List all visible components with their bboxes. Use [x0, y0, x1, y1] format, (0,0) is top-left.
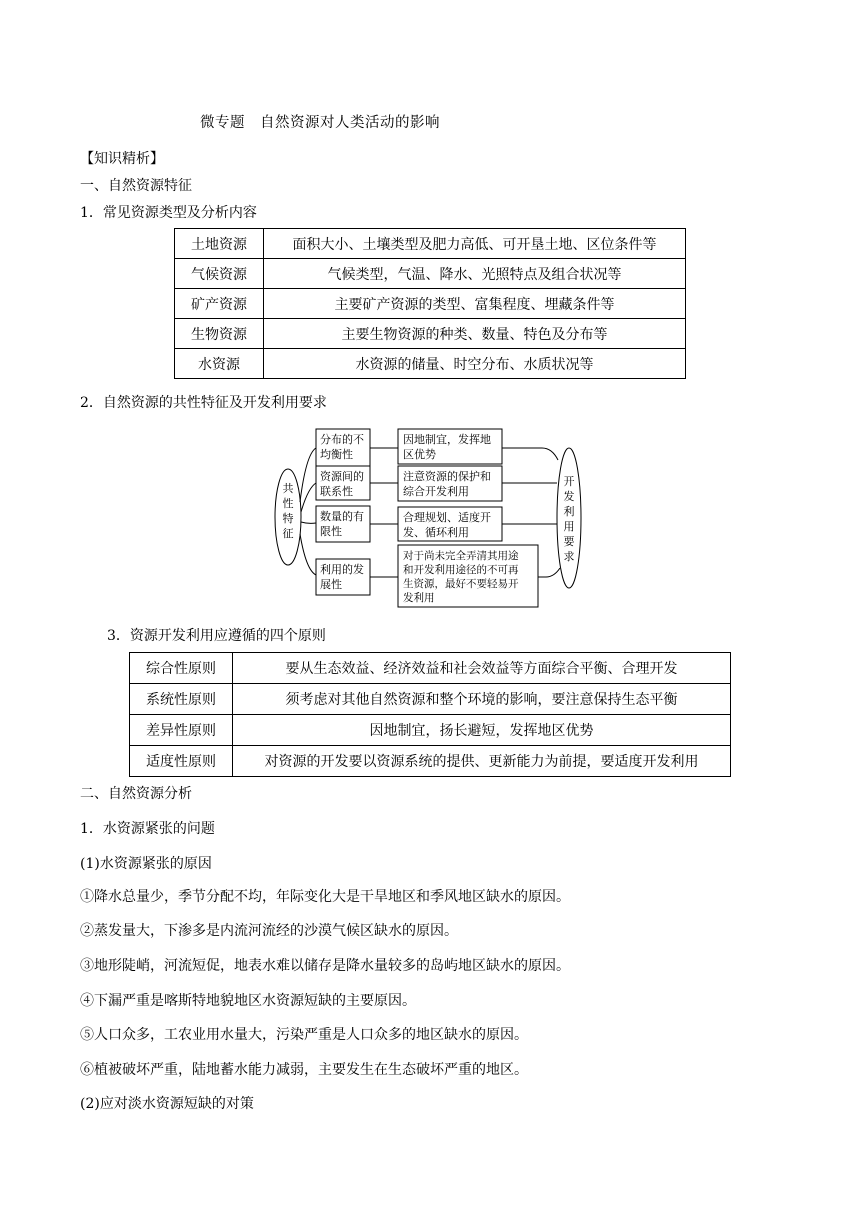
table-row: [130, 746, 731, 777]
table-row: [175, 289, 686, 319]
connector-line: [538, 568, 560, 577]
trait-text: 联系性: [320, 485, 353, 498]
table-cell: 面积大小、土壤类型及肥力高低、可开垦土地、区位条件等: [264, 229, 686, 259]
table-row: [130, 684, 731, 715]
table-row: [175, 229, 686, 259]
table-row: [130, 715, 731, 746]
right-label-char: 要: [563, 535, 575, 548]
heading-2-1: 1．水资源紧张的问题: [80, 821, 215, 837]
table-cell: 气候资源: [175, 259, 264, 289]
table-cell: 须考虑对其他自然资源和整个环境的影响，要注意保持生态平衡: [233, 684, 731, 715]
connector-line: [502, 448, 558, 460]
connector-line: [301, 522, 316, 523]
table-cell: 主要生物资源的种类、数量、特色及分布等: [264, 319, 686, 349]
trait-text: 均衡性: [320, 448, 353, 461]
right-ellipse: [557, 448, 581, 588]
table-cell: 综合性原则: [130, 653, 233, 684]
table-cell: 矿产资源: [175, 289, 264, 319]
requirement-text: 和开发利用途径的不可再: [403, 564, 519, 576]
table-cell: 水资源: [175, 349, 264, 379]
table-cell: 水资源的储量、时空分布、水质状况等: [264, 349, 686, 379]
table-cell: 生物资源: [175, 319, 264, 349]
requirement-text: 发利用: [403, 592, 435, 604]
trait-text: 资源间的: [320, 470, 364, 483]
right-label-char: 利: [563, 505, 575, 518]
principles-table: [129, 652, 731, 777]
table-cell: 因地制宜，扬长避短，发挥地区优势: [233, 715, 731, 746]
heading-1-3: 3．资源开发利用应遵循的四个原则: [107, 628, 326, 644]
paragraph: ②蒸发量大，下渗多是内流河流经的沙漠气候区缺水的原因。: [80, 923, 458, 939]
table-row: [175, 259, 686, 289]
left-label-char: 共: [282, 482, 294, 495]
requirement-text: 因地制宜，发挥地: [403, 433, 491, 446]
connector-line: [301, 483, 316, 512]
heading-1: 一、自然资源特征: [80, 178, 192, 194]
right-label-char: 求: [563, 550, 575, 563]
heading-2-1-2: (2)应对淡水资源短缺的对策: [80, 1096, 254, 1112]
table-row: [130, 653, 731, 684]
requirement-text: 发、循环利用: [403, 526, 469, 539]
resource-types-table: [174, 228, 686, 379]
paragraph: ③地形陡峭，河流短促，地表水难以储存是降水量较多的岛屿地区缺水的原因。: [80, 958, 570, 974]
left-label-char: 性: [282, 497, 294, 510]
right-label-char: 发: [563, 490, 575, 503]
requirement-text: 综合开发利用: [403, 485, 469, 498]
left-label-char: 征: [282, 527, 294, 540]
table-cell: 气候类型，气温、降水、光照特点及组合状况等: [264, 259, 686, 289]
table-row: [175, 349, 686, 379]
trait-text: 数量的有: [320, 510, 364, 523]
trait-text: 展性: [320, 578, 342, 591]
right-label-char: 开: [563, 475, 575, 488]
table-cell: 主要矿产资源的类型、富集程度、埋藏条件等: [264, 289, 686, 319]
requirement-text: 注意资源的保护和: [403, 470, 491, 483]
trait-text: 限性: [320, 525, 342, 538]
requirement-text: 对于尚未完全弄清其用途: [403, 550, 519, 562]
paragraph: ⑥植被破坏严重，陆地蓄水能力减弱，主要发生在生态破坏严重的地区。: [80, 1062, 528, 1078]
trait-text: 分布的不: [320, 433, 364, 446]
heading-2: 二、自然资源分析: [80, 786, 192, 802]
heading-2-1-1: (1)水资源紧张的原因: [80, 856, 212, 872]
paragraph: ⑤人口众多，工农业用水量大，污染严重是人口众多的地区缺水的原因。: [80, 1027, 528, 1043]
heading-1-1: 1．常见资源类型及分析内容: [80, 205, 257, 221]
paragraph: ④下漏严重是喀斯特地貌地区水资源短缺的主要原因。: [80, 993, 416, 1009]
right-label-char: 用: [563, 520, 575, 533]
table-cell: 适度性原则: [130, 746, 233, 777]
requirement-text: 合理规划、适度开: [403, 511, 491, 524]
resource-features-diagram: [270, 420, 590, 610]
table-cell: 要从生态效益、经济效益和社会效益等方面综合平衡、合理开发: [233, 653, 731, 684]
table-row: [175, 319, 686, 349]
paragraph: ①降水总量少，季节分配不均，年际变化大是干旱地区和季风地区缺水的原因。: [80, 889, 570, 905]
table-cell: 对资源的开发要以资源系统的提供、更新能力为前提，要适度开发利用: [233, 746, 731, 777]
table-cell: 系统性原则: [130, 684, 233, 715]
trait-text: 利用的发: [320, 563, 364, 576]
table-cell: 差异性原则: [130, 715, 233, 746]
requirement-text: 区优势: [403, 448, 436, 461]
section-tag: 【知识精析】: [80, 151, 164, 167]
connector-line: [300, 534, 316, 575]
heading-1-2: 2．自然资源的共性特征及开发利用要求: [80, 395, 327, 411]
requirement-text: 生资源，最好不要轻易开: [403, 578, 519, 590]
left-label-char: 特: [282, 512, 294, 525]
page-title: 微专题 自然资源对人类活动的影响: [200, 115, 440, 131]
table-cell: 土地资源: [175, 229, 264, 259]
